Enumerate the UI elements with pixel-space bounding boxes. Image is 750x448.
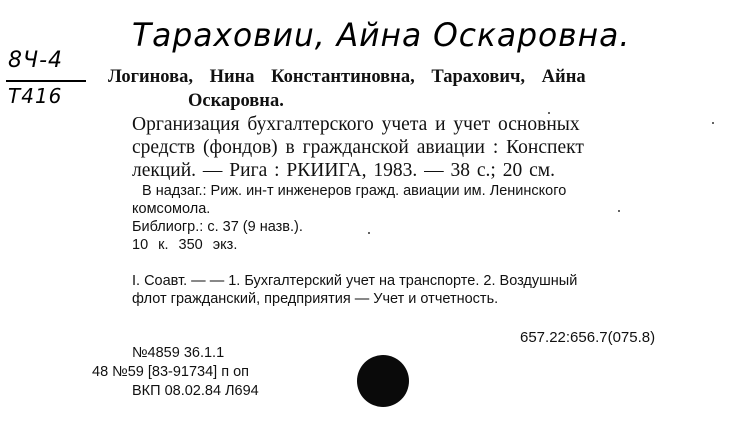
title-line-2: средств (фондов) в гражданской авиации : Конспект [132, 137, 584, 158]
title-line-3: лекций. — Рига : РКИИГА, 1983. — 38 с.; 20 см. [132, 160, 555, 181]
print-speck [548, 112, 550, 114]
handwritten-author-heading: Тараховиu, Айна Оскаровна. [132, 16, 631, 54]
print-speck [368, 232, 370, 234]
authors-line-1: Логинова, Нина Константиновна, Тарахович, Айна [108, 67, 586, 87]
print-speck [618, 210, 620, 212]
udc-classification: 657.22:656.7(075.8) [520, 329, 656, 346]
bibliography-note: Библиогр.: с. 37 (9 назв.). [132, 219, 303, 235]
call-number-divider [6, 80, 86, 82]
punch-hole [357, 355, 409, 407]
card-number: №4859 36.1.1 [132, 345, 225, 361]
subject-headings-line-1: I. Соавт. — — 1. Бухгалтерский учет на транспорте. 2. Воздушный [132, 273, 578, 289]
note-line-2: комсомола. [132, 201, 211, 217]
handwritten-call-number-bottom: Т416 [8, 84, 63, 108]
print-speck [712, 122, 714, 124]
registry-number: 48 №59 [83-91734] п оп [92, 364, 250, 380]
note-line-1: В надзаг.: Риж. ин-т инженеров гражд. авиации им. Ленинского [142, 183, 567, 199]
chamber-date-code: ВКП 08.02.84 Л694 [132, 383, 259, 399]
title-line-1: Организация бухгалтерского учета и учет основных [132, 114, 580, 135]
price-and-print-run: 10 к. 350 экз. [132, 237, 238, 253]
handwritten-call-number-top: 8Ч-4 [8, 48, 64, 73]
authors-line-2: Оскаровна. [188, 91, 284, 111]
subject-headings-line-2: флот гражданский, предприятия — Учет и отчетность. [132, 291, 499, 307]
